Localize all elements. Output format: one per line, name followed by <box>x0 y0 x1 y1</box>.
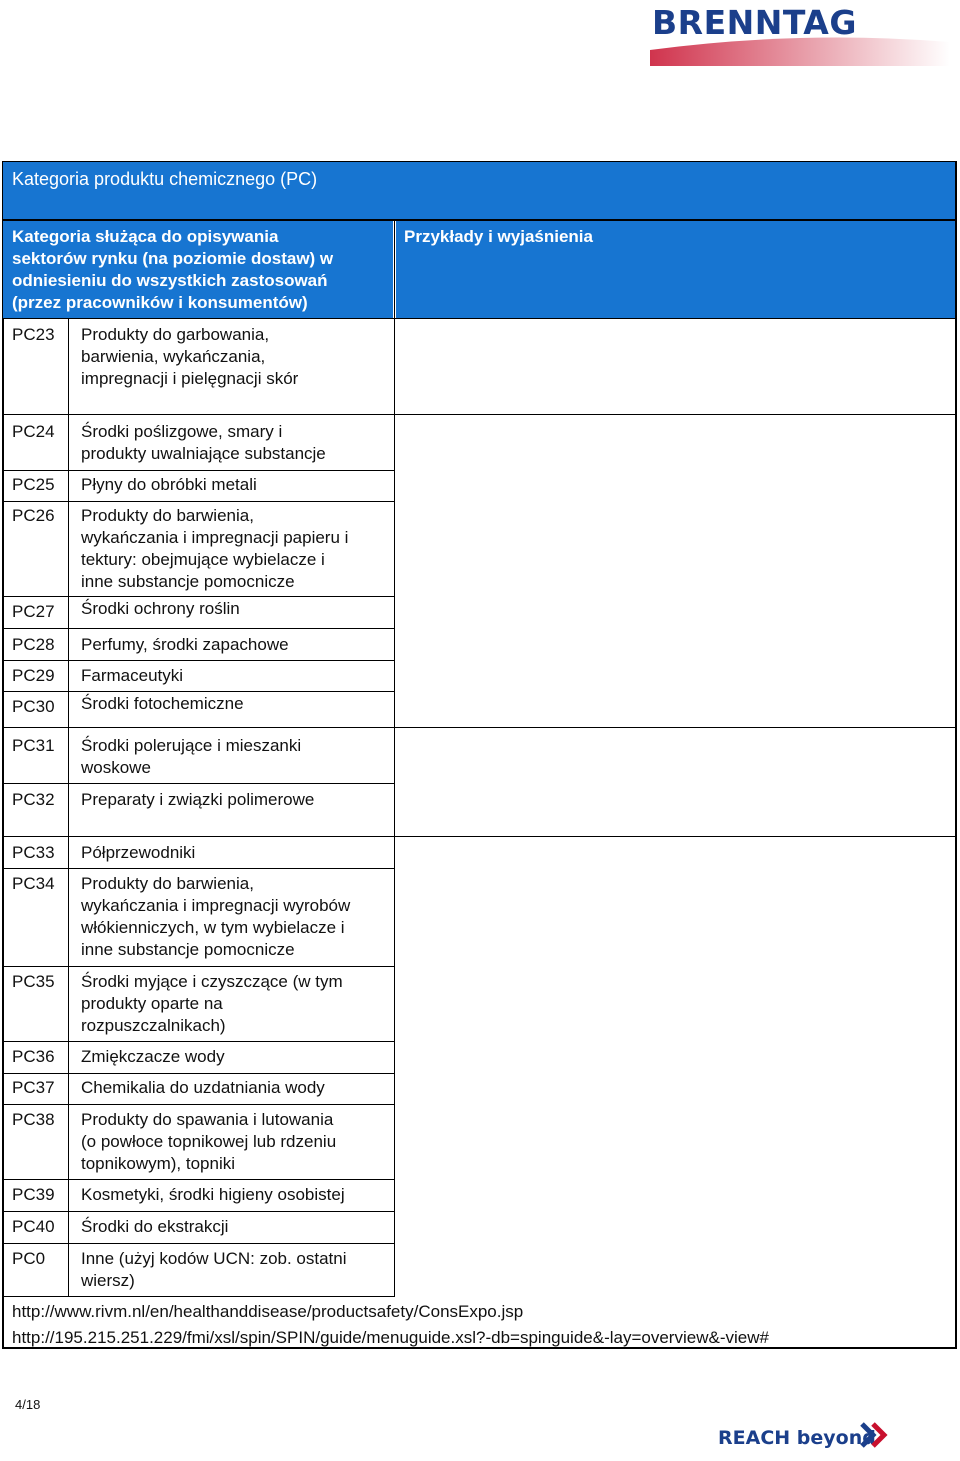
row-desc: Półprzewodniki <box>81 843 196 862</box>
row-desc: Preparaty i związki polimerowe <box>81 790 315 809</box>
spin-guide-link[interactable]: http://195.215.251.229/fmi/xsl/spin/SPIN/guide/menuguide.xsl?-db=spinguide&-lay=overview&-view# <box>12 1328 769 1347</box>
row-code: PC36 <box>12 1047 55 1066</box>
col1-header: Kategoria służąca do opisywania sektorów rynku (na poziomie dostaw) w odniesieniu do wszystkich zastosowań (przez pracowników i konsumentów) <box>12 227 334 312</box>
row-desc: Perfumy, środki zapachowe <box>81 635 289 654</box>
row-desc: Kosmetyki, środki higieny osobistej <box>81 1185 345 1204</box>
table-title: Kategoria produktu chemicznego (PC) <box>12 169 318 189</box>
consexpo-link[interactable]: http://www.rivm.nl/en/healthanddisease/productsafety/ConsExpo.jsp <box>12 1302 524 1321</box>
row-code: PC25 <box>12 475 55 494</box>
row-code: PC24 <box>12 422 55 441</box>
row-code: PC31 <box>12 736 55 755</box>
row-desc: Środki myjące i czyszczące (w tym produkty oparte na rozpuszczalnikach) <box>81 972 343 1035</box>
brenntag-swoosh-icon <box>650 32 950 66</box>
row-code: PC27 <box>12 602 55 621</box>
brenntag-wordmark: BRENNTAG <box>652 3 857 42</box>
row-desc: Środki ochrony roślin <box>81 599 240 618</box>
row-desc: Produkty do barwienia, wykańczania i impregnacji papieru i tektury: obejmujące wybielacze i inne substancje pomocnicze <box>81 506 349 591</box>
row-code: PC30 <box>12 697 55 716</box>
brenntag-logo <box>650 0 950 64</box>
row-desc: Inne (użyj kodów UCN: zob. ostatni wiersz) <box>81 1249 347 1290</box>
row-code: PC37 <box>12 1078 55 1097</box>
page-number: 4/18 <box>15 1397 41 1412</box>
row-code: PC35 <box>12 972 55 991</box>
row-code: PC23 <box>12 325 55 344</box>
col2-header: Przykłady i wyjaśnienia <box>404 227 593 246</box>
row-desc: Produkty do garbowania, barwienia, wykańczania, impregnacji i pielęgnacji skór <box>81 325 299 388</box>
row-desc: Farmaceutyki <box>81 666 184 685</box>
row-desc: Zmiękczacze wody <box>81 1047 225 1066</box>
double-chevron-icon <box>858 1418 892 1452</box>
row-code: PC38 <box>12 1110 55 1129</box>
row-desc: Chemikalia do uzdatniania wody <box>81 1078 325 1097</box>
row-desc: Produkty do spawania i lutowania (o powłoce topnikowej lub rdzeniu topnikowym), topniki <box>81 1110 337 1173</box>
row-desc: Środki fotochemiczne <box>81 694 244 713</box>
row-code: PC34 <box>12 874 55 893</box>
row-desc: Produkty do barwienia, wykańczania i impregnacji wyrobów włókienniczych, w tym wybielacze i inne substancje pomocnicze <box>81 874 351 959</box>
row-code: PC28 <box>12 635 55 654</box>
row-code: PC39 <box>12 1185 55 1204</box>
row-desc: Środki polerujące i mieszanki woskowe <box>81 736 302 777</box>
row-code: PC33 <box>12 843 55 862</box>
row-code: PC26 <box>12 506 55 525</box>
reach-beyond-logo <box>718 1418 893 1454</box>
row-code: PC0 <box>12 1249 46 1268</box>
row-code: PC32 <box>12 790 55 809</box>
row-code: PC40 <box>12 1217 55 1236</box>
reach-beyond-wordmark: REACH beyond <box>718 1427 876 1449</box>
row-desc: Środki poślizgowe, smary i produkty uwalniające substancje <box>81 422 326 463</box>
row-desc: Płyny do obróbki metali <box>81 475 257 494</box>
row-desc: Środki do ekstrakcji <box>81 1217 229 1236</box>
row-code: PC29 <box>12 666 55 685</box>
